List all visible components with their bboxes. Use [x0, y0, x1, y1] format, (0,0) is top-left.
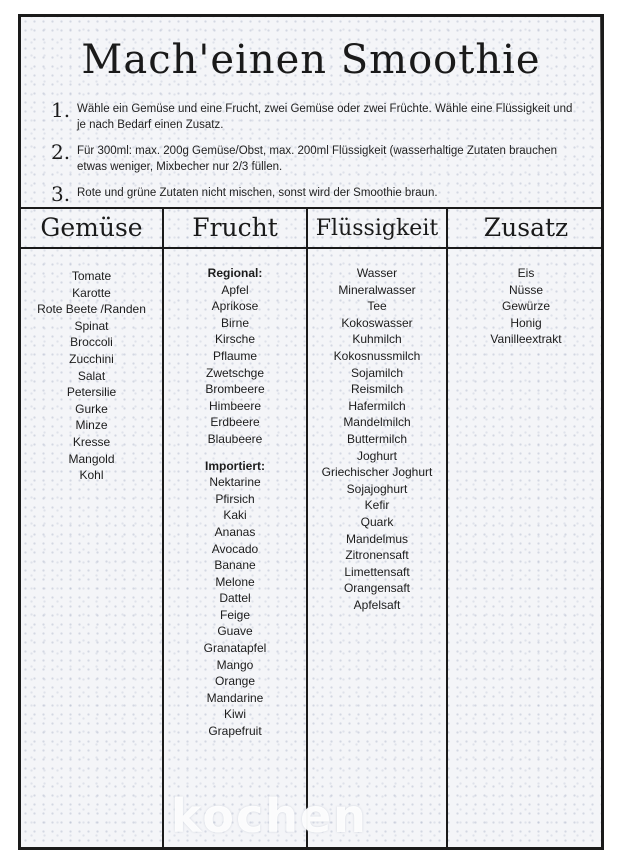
list-item: Tee	[367, 299, 387, 314]
gemuese-list	[21, 268, 162, 484]
list-item: Kokoswasser	[341, 315, 413, 330]
list-item: Quark	[360, 514, 394, 529]
list-item: Pfirsich	[215, 491, 255, 506]
list-item: Limettensaft	[344, 564, 410, 579]
fluessigkeit-list	[308, 265, 446, 613]
list-item: Nüsse	[508, 282, 543, 297]
list-item: Avocado	[211, 541, 259, 556]
list-item: Mangold	[68, 451, 115, 466]
list-item: Apfel	[221, 282, 249, 297]
list-item: Broccoli	[70, 335, 113, 350]
list-item: Sojajoghurt	[346, 481, 408, 496]
list-item: Kefir	[364, 498, 390, 513]
column-heading-gemuese: Gemüse	[40, 213, 143, 242]
list-item: Apfelsaft	[353, 597, 401, 612]
list-item: Feige	[219, 607, 251, 622]
table-top-border	[21, 207, 601, 209]
list-item: Kohl	[79, 468, 104, 483]
list-item: Salat	[77, 368, 106, 383]
column-heading-frucht: Frucht	[192, 213, 278, 242]
list-item: Reismilch	[350, 382, 403, 397]
list-item: Joghurt	[356, 448, 398, 463]
list-item: Zwetschge	[205, 365, 265, 380]
list-item: Vanilleextrakt	[490, 332, 562, 347]
list-item: Sojamilch	[350, 365, 404, 380]
instruction-step	[51, 141, 579, 175]
list-item: Gurke	[75, 401, 108, 416]
step-number: 1.	[51, 98, 71, 122]
list-item: Blaubeere	[207, 431, 263, 446]
list-item: Ananas	[214, 524, 256, 539]
list-item: Mineralwasser	[338, 282, 416, 297]
list-item: Kuhmilch	[352, 332, 402, 347]
list-item: Orangensaft	[343, 581, 411, 596]
list-item: Nektarine	[209, 475, 261, 490]
list-item: Mandarine	[206, 690, 264, 705]
list-item: Mandelmus	[345, 531, 409, 546]
list-item: Guave	[217, 624, 253, 639]
instruction-step	[51, 183, 579, 205]
step-text: Für 300ml: max. 200g Gemüse/Obst, max. 200ml Flüssigkeit (wasserhaltige Zutaten brauchen etwas weniger, Mixbecher nur 2/3 füllen.	[77, 145, 558, 173]
step-text: Rote und grüne Zutaten nicht mischen, sonst wird der Smoothie braun.	[77, 187, 438, 199]
importiert-list	[164, 474, 306, 740]
list-item: Kiwi	[223, 707, 246, 722]
list-item: Eis	[517, 266, 535, 280]
watermark-logo: kochen	[171, 789, 368, 843]
list-item: Petersilie	[66, 385, 117, 400]
list-item: Erdbeere	[210, 415, 260, 430]
list-item: Rote Beete /Randen	[37, 302, 146, 317]
list-item: Birne	[220, 315, 249, 330]
list-item: Granatapfel	[203, 641, 267, 656]
frucht-list	[164, 265, 306, 740]
step-number: 3.	[51, 182, 71, 206]
instruction-list	[51, 99, 579, 213]
list-item: Orange	[214, 674, 256, 689]
list-item: Himbeere	[208, 398, 262, 413]
list-item: Buttermilch	[346, 431, 408, 446]
list-item: Brombeere	[205, 382, 265, 397]
column-heading-zusatz: Zusatz	[483, 213, 569, 242]
list-item: Gewürze	[501, 299, 551, 314]
zusatz-list	[448, 265, 604, 348]
list-item: Banane	[214, 558, 256, 573]
list-item: Karotte	[72, 285, 111, 300]
list-item: Pflaume	[212, 348, 258, 363]
list-item: Melone	[215, 574, 255, 589]
step-number: 2.	[51, 140, 71, 164]
list-item: Kresse	[72, 434, 111, 449]
list-item: Minze	[75, 418, 108, 433]
regional-list	[164, 282, 306, 448]
list-item: Zucchini	[69, 351, 114, 366]
column-heading-fluessigkeit: Flüssigkeit	[315, 216, 439, 241]
page-title: Mach'einen Smoothie	[81, 37, 541, 83]
regional-label: Regional:	[207, 266, 263, 280]
instruction-step	[51, 99, 579, 133]
list-item: Mango	[216, 657, 254, 672]
list-item: Tomate	[71, 269, 112, 283]
list-item: Kirsche	[214, 332, 255, 347]
list-item: Kokosnussmilch	[333, 348, 421, 363]
recipe-sheet	[18, 14, 604, 850]
list-item: Grapefruit	[208, 724, 262, 739]
list-item: Kaki	[223, 508, 247, 523]
importiert-label: Importiert:	[205, 458, 265, 473]
list-item: Griechischer Joghurt	[321, 465, 433, 480]
list-item: Dattel	[219, 591, 251, 606]
list-item: Aprikose	[211, 299, 259, 314]
step-text: Wähle ein Gemüse und eine Frucht, zwei Gemüse oder zwei Früchte. Wähle eine Flüssigkeit und je nach Bedarf einen Zusatz.	[77, 103, 573, 131]
list-item: Wasser	[356, 266, 398, 280]
table-header-border	[21, 247, 601, 249]
list-item: Mandelmilch	[343, 415, 411, 430]
list-item: Spinat	[74, 318, 109, 333]
list-item: Honig	[510, 315, 542, 330]
list-item: Hafermilch	[348, 398, 406, 413]
list-item: Zitronensaft	[345, 548, 409, 563]
